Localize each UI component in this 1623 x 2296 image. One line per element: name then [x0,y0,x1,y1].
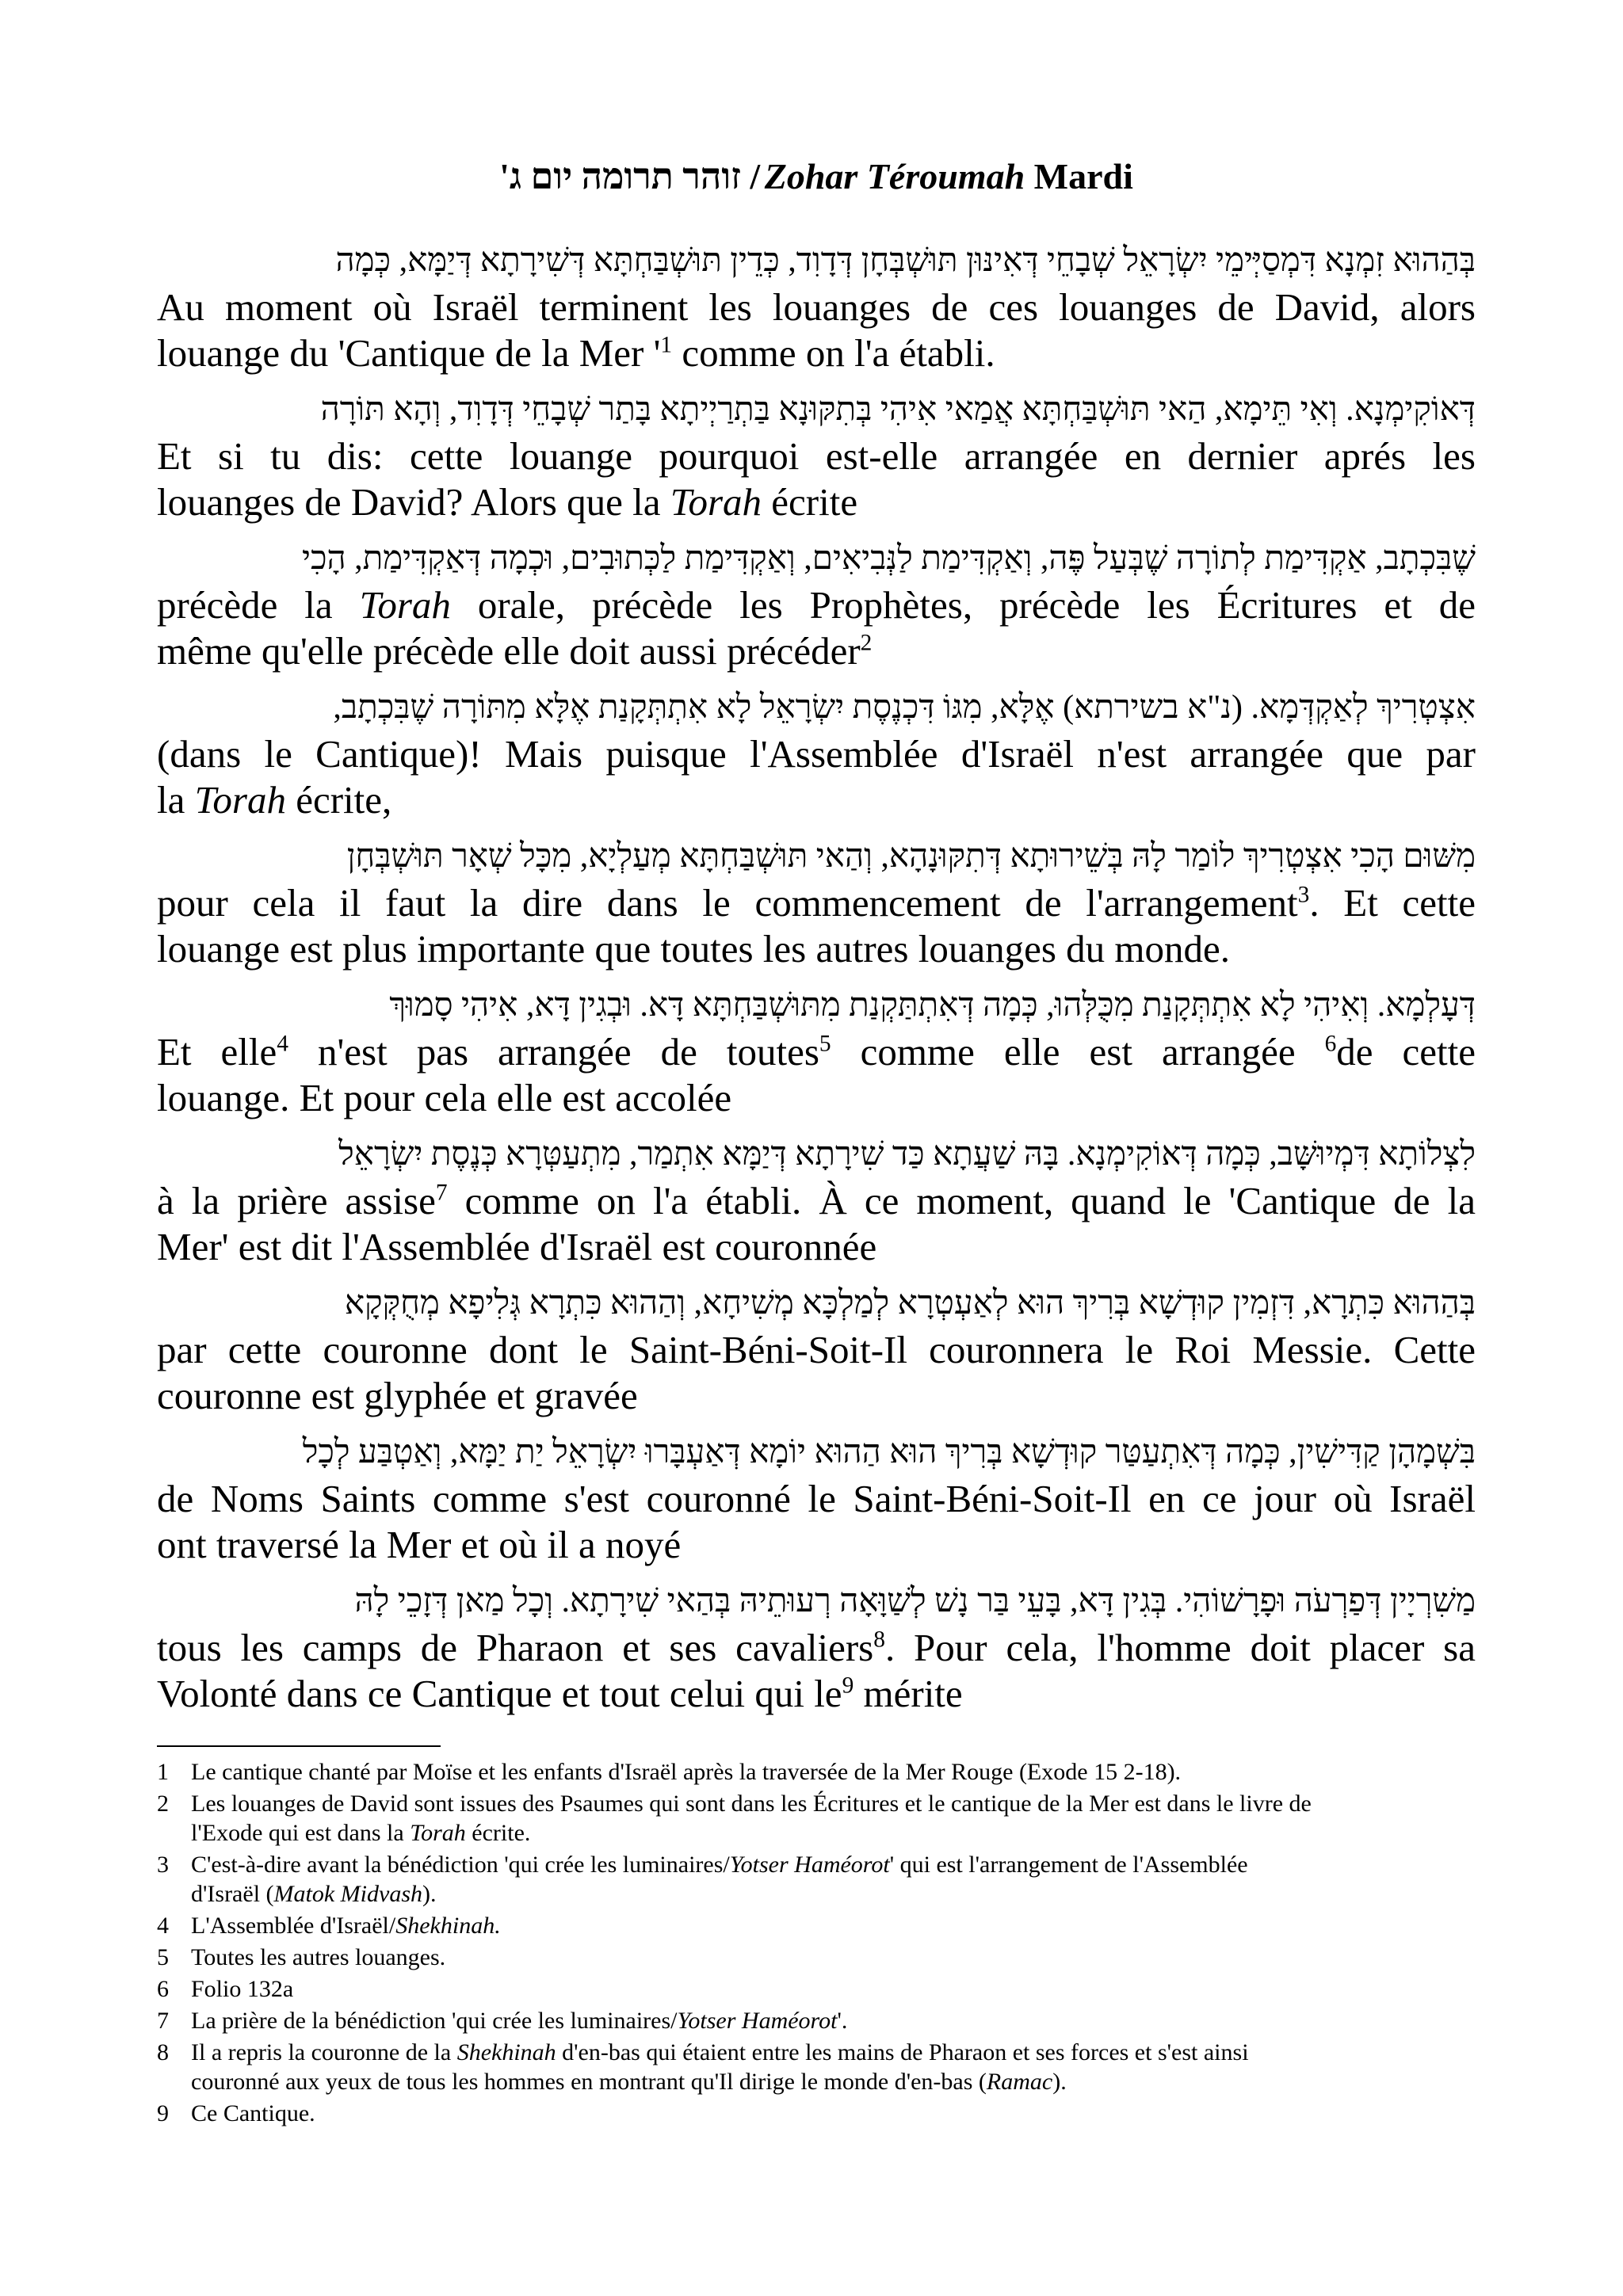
french-line [157,731,1476,777]
text-run: n'est pas arrangée de toutes [288,1030,819,1074]
french-line [157,433,1476,479]
hebrew-line: דְּאוֹקִימְנָא. וְאִי תֵּימָא, הַאי תּוּשְׁבַּחְתָּא אֲמַאי אִיהִי בְּתִקּוּנָא בַּתְרַיְיתָא בָּתַר שְׁבָחֵי דְּדָוִד, וְהָא תּוֹרָה [320,391,1476,428]
footnote [157,1757,1476,1787]
footnote [157,2006,1476,2035]
title-separator: / [750,156,761,196]
footnote-ref: 1 [660,332,673,358]
hebrew-line: לִצְלוֹתָא דִּמְיוּשָּׁב, כְּמָה דְּאוֹקִימְנָא. בָּהּ שַׁעֲתָא כַּד שִׁירָתָא דְּיַמָּא אִתְמַר, מִתְעַטְּרָא כְּנֶסֶת יִשְׂרָאֵל [338,1136,1476,1173]
french-line [157,330,1476,376]
passage [157,833,1476,972]
text-run: couronné aux yeux de tous les hommes en montrant qu'Il dirige le monde d'en-bas ( [191,2069,987,2095]
footnote-line [191,2067,1476,2096]
text-run: tous les camps de Pharaon et ses cavaliers [157,1626,874,1669]
text-run: Il a repris la couronne de la [191,2039,457,2065]
text-run: . Pour cela, l'homme doit placer sa [884,1626,1476,1669]
text-run: par cette couronne dont le Saint-Béni-Soit-Il couronnera le Roi Messie. Cette [157,1328,1476,1371]
italic-term: Torah [670,480,762,524]
text-run: comme elle est arrangée [831,1030,1325,1074]
text-run: . Et cette [1309,881,1476,925]
text-run: comme on l'a établi. [672,331,995,375]
footnote-text [191,1943,1476,1972]
footnote-text [191,1850,1476,1909]
footnote-number: 8 [157,2039,169,2065]
text-run: C'est-à-dire avant la bénédiction 'qui crée les luminaires/ [191,1852,730,1878]
footnote-text [191,1974,1476,2004]
text-run: Et si tu dis: cette louange pourquoi est-elle arrangée en dernier aprés les [157,434,1476,478]
title-italic: Zohar Téroumah [764,156,1025,196]
hebrew-line: דְּעָלְמָא. וְאִיהִי לָא אִתְתְּקָנַת מִכֻּלְּהוּ, כְּמָה דְּאִתְתַּקְנַת מִתּוּשְׁבַּחְתָּא דָּא. וּבְגִין דָּא, אִיהִי סָמוּךְ [389,987,1476,1024]
italic-term: Shekhinah. [395,1913,501,1939]
footnote [157,2099,1476,2128]
footnote [157,1943,1476,1972]
french-line [157,1029,1476,1075]
passage [157,386,1476,525]
footnote-text [191,1789,1476,1848]
footnote-text [191,2038,1476,2096]
hebrew-line: בִּשְׁמָהָן קַדִּישִׁין, כְּמָה דְּאִתְעַטַּר קוּדְשָׁא בְּרִיךְ הוּא הַהוּא יוֹמָא דְּאַעְבָּרוּ יִשְׂרָאֵל יַת יַמָּא, וְאַטְבַּע לְכָל [302,1434,1476,1470]
footnote-text [191,2099,1476,2128]
text-run: orale, précède les Prophètes, précède les Écritures et de [450,583,1476,627]
text-run: Toutes les autres louanges. [191,1944,446,1970]
text-run: Les louanges de David sont issues des Psaumes qui sont dans les Écritures et le cantique de la Mer est dans le livre de [191,1791,1312,1817]
french-line [157,1373,1476,1419]
passage [157,1280,1476,1419]
italic-term: Yotser Haméorot [729,1852,890,1878]
footnote-line [191,1818,1476,1848]
passage [157,982,1476,1121]
footnote-line [191,1911,1476,1940]
passage [157,237,1476,376]
footnote-line [191,2006,1476,2035]
text-run: ont traversé la Mer et où il a noyé [157,1523,682,1566]
text-run: Au moment où Israël terminent les louanges de ces louanges de David, alors [157,285,1476,329]
text-run: Folio 132a [191,1976,294,2002]
footnote-number: 2 [157,1791,169,1817]
text-run: La prière de la bénédiction 'qui crée les luminaires/ [191,2008,678,2034]
french-line [157,1522,1476,1568]
passage [157,535,1476,674]
footnote-number: 5 [157,1944,169,1970]
footnote-line [191,1757,1476,1787]
footnote-line [191,1974,1476,2004]
french-line [157,1178,1476,1224]
title-hebrew: זוהר תרומה יום ג' [499,156,741,196]
hebrew-line: שֶׁבִּכְתָב, אַקְדִּימַת לְתוֹרָה שֶׁבְּעַל פֶּה, וְאַקְדִּימַת לַנְּבִיאִים, וְאַקְדִּימַת לַכְּתוּבִים, וּכְמָה דְּאַקְדִּימַת, הָכִי [301,540,1476,577]
footnote-line [191,1789,1476,1818]
text-run: louanges de David? Alors que la [157,480,670,524]
passage [157,684,1476,823]
french-line [157,628,1476,674]
footnote [157,1789,1476,1848]
italic-term: Torah [359,583,451,627]
footnote-ref: 9 [842,1672,854,1699]
text-run: louange est plus importante que toutes les autres louanges du monde. [157,927,1231,971]
text-run: pour cela il faut la dire dans le commencement de l'arrangement [157,881,1298,925]
italic-term: Ramac [986,2069,1053,2095]
text-run: mérite [854,1672,963,1715]
footnote [157,2038,1476,2096]
footnote-line [191,1879,1476,1909]
footnotes-section [157,1745,1476,2130]
passage [157,1577,1476,1717]
footnote-number: 3 [157,1852,169,1878]
hebrew-line: מַשִׁרְיָין דְּפַרְעֹה וּפָרָשׁוֹהִי. בְּגִין דָּא, בָּעֵי בַּר נָשׁ לְשַׁוָּאָה רְעוּתֵיהּ בְּהַאי שִׁירָתָא. וְכָל מַאן דְּזָכֵי לָהּ [354,1583,1476,1619]
passage [157,1428,1476,1568]
italic-term: Torah [410,1820,466,1846]
text-run: Le cantique chanté par Moïse et les enfants d'Israël après la traversée de la Mer Rouge (Exode 15 2-18). [191,1759,1182,1785]
french-line [157,582,1476,628]
footnote-number: 1 [157,1759,169,1785]
footnote-ref: 6 [1324,1031,1337,1057]
footnote-list [157,1757,1476,2128]
footnote-line [191,2099,1476,2128]
hebrew-line: מִשּׁוּם הָכִי אִצְטְרִיךְ לוֹמַר לָהּ בְּשֵׁירוּתָא דְּתִקּוּנָהָא, וְהַאי תּוּשְׁבַּחְתָּא מְעַלְיָא, מִכָּל שְׁאָר תּוּשְׁבְּחָן [346,838,1476,875]
text-run: '. [837,2008,848,2034]
italic-term: Torah [194,778,286,822]
footnote-line [191,2038,1476,2067]
passage [157,1131,1476,1270]
footnote-line [191,1943,1476,1972]
footnote-ref: 5 [819,1031,831,1057]
text-run: Mer' est dit l'Assemblée d'Israël est couronnée [157,1225,877,1268]
footnote-text [191,1757,1476,1787]
text-run: précède la [157,583,360,627]
text-run: à la prière assise [157,1179,436,1222]
text-run: la [157,778,195,822]
text-run: écrite [762,480,858,524]
text-run: d'Israël ( [191,1881,274,1907]
french-line [157,880,1476,926]
french-line [157,1671,1476,1717]
italic-term: Yotser Haméorot [677,2008,838,2034]
french-line [157,1625,1476,1671]
text-run: écrite, [285,778,392,822]
title-day: Mardi [1033,156,1133,196]
text-run: ). [422,1881,437,1907]
text-run: d'en-bas qui étaient entre les mains de Pharaon et ses forces et s'est ainsi [556,2039,1249,2065]
footnote-line [191,1850,1476,1879]
footnote [157,1974,1476,2004]
hebrew-line: בְּהַהוּא כִּתְרָא, דִּזְמִין קוּדְשָׁא בְּרִיךְ הוּא לְאַעְטְרָא לְמַלְכָּא מְשִׁיחָא, וְהַהוּא כִּתְרָא גְּלִיפָא מְחֻקְּקָא [344,1285,1476,1322]
text-run: l'Exode qui est dans la [191,1820,411,1846]
text-run: de Noms Saints comme s'est couronné le Saint-Béni-Soit-Il en ce jour où Israël [157,1477,1476,1520]
text-run: (dans le Cantique)! Mais puisque l'Assemblée d'Israël n'est arrangée que par [157,732,1476,776]
text-run: Ce Cantique. [191,2100,315,2126]
text-run: de cette [1336,1030,1476,1074]
footnote [157,1911,1476,1940]
french-line [157,1476,1476,1522]
text-run: louange du 'Cantique de la Mer ' [157,331,661,375]
text-run: couronne est glyphée et gravée [157,1374,638,1417]
footnote-separator [157,1745,441,1747]
footnote-ref: 3 [1297,882,1310,908]
footnote-number: 9 [157,2100,169,2126]
footnote-number: 7 [157,2008,169,2034]
footnote-number: 4 [157,1913,169,1939]
french-line [157,284,1476,330]
text-run: comme on l'a établi. À ce moment, quand le 'Cantique de la [447,1179,1476,1222]
text-run: écrite. [465,1820,531,1846]
footnote-ref: 7 [435,1180,448,1206]
footnote-text [191,1911,1476,1940]
footnote-text [191,2006,1476,2035]
text-run: louange. Et pour cela elle est accolée [157,1076,732,1119]
footnote-ref: 8 [873,1627,885,1653]
text-run: Et elle [157,1030,277,1074]
text-run: Volonté dans ce Cantique et tout celui qui le [157,1672,842,1715]
french-line [157,777,1476,823]
french-line [157,1224,1476,1270]
footnote-ref: 2 [860,630,873,656]
text-run: ' qui est l'arrangement de l'Assemblée [889,1852,1248,1878]
text-run: ). [1052,2069,1067,2095]
french-line [157,479,1476,525]
text-run: même qu'elle précède elle doit aussi précéder [157,629,861,673]
italic-term: Matok Midvash [273,1881,422,1907]
hebrew-line: אִצְטְרִיךְ לְאַקְדְּמָא. (נ"א בשירתא) אֶלָּא, מִגּוֹ דִּכְנֶסֶת יִשְׂרָאֵל לָא אִתְתְּקָנַת אֶלָּא מִתּוֹרָה שֶׁבִּכְתָב, [333,689,1476,726]
footnote-ref: 4 [277,1031,288,1057]
bilingual-text-body [157,237,1476,1726]
french-line [157,926,1476,972]
italic-term: Shekhinah [456,2039,556,2065]
page-title [157,153,1476,200]
text-run: L'Assemblée d'Israël/ [191,1913,396,1939]
french-line [157,1327,1476,1373]
footnote-number: 6 [157,1976,169,2002]
hebrew-line: בְּהַהוּא זִמְנָא דִּמְסַיְּימֵי יִשְׂרָאֵל שְׁבָחֵי דְּאִינּוּן תּוּשְׁבְּחָן דְּדָוִד, כְּדֵין תּוּשְׁבַּחְתָּא דְּשִׁירָתָא דְּיַמָּא, כְּמָה [335,242,1476,279]
french-line [157,1075,1476,1121]
footnote [157,1850,1476,1909]
